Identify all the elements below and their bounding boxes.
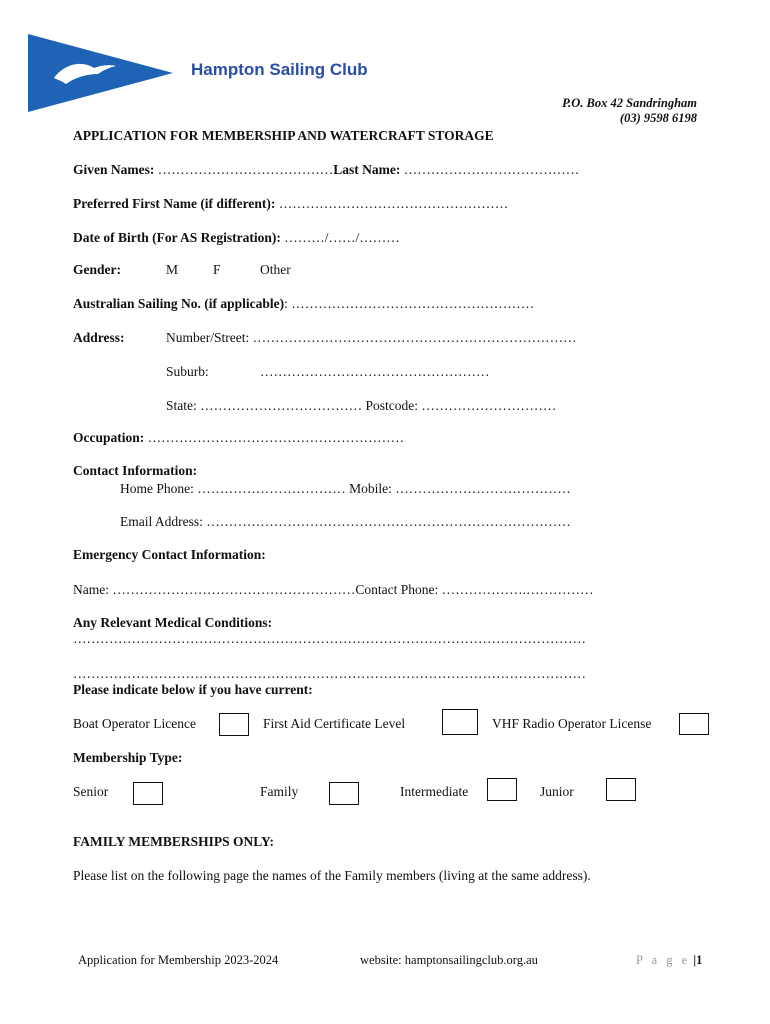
street-row [166,330,577,346]
address-line-2: (03) 9598 6198 [619,111,697,125]
email-label: Email Address: [120,514,203,529]
first-aid-checkbox[interactable] [442,709,478,735]
suburb-field[interactable]: …………………………………………… [260,364,490,379]
gender-option-f[interactable]: F [213,262,221,277]
address-line-1: P.O. Box 42 Sandringham [562,96,697,110]
junior-checkbox[interactable] [606,778,636,801]
occupation-field[interactable]: ………………………………………………… [147,430,405,445]
state-postcode-row [166,398,556,414]
dob-field[interactable]: ………/……/……… [284,230,400,245]
street-label: Number/Street: [166,330,250,345]
emergency-phone-label: Contact Phone: [355,582,439,597]
current-heading: Please indicate below if you have current: [73,682,313,697]
vhf-label: VHF Radio Operator License [492,716,652,731]
occupation-row [73,430,404,446]
dob-label: Date of Birth (For AS Registration): [73,230,281,245]
footer-page [636,953,702,968]
emergency-heading: Emergency Contact Information: [73,547,266,562]
footer-left: Application for Membership 2023-2024 [78,953,279,967]
sailing-number-field[interactable]: : ……………………………………………… [284,296,535,311]
page-separator: | [693,953,697,967]
street-field[interactable]: ……………………………………………………………… [252,330,577,345]
occupation-label: Occupation: [73,430,145,445]
given-names-label: Given Names: [73,162,155,177]
first-aid-label: First Aid Certificate Level [263,716,406,731]
page-number: 1 [696,953,703,967]
mobile-field[interactable]: ………………………………… [395,481,571,496]
medical-heading: Any Relevant Medical Conditions: [73,615,273,630]
suburb-label: Suburb: [166,364,209,379]
medical-line-1[interactable]: …………………………………………………………………………………………………… [73,631,586,646]
postcode-field[interactable]: ………………………… [421,398,557,413]
intermediate-checkbox[interactable] [487,778,517,801]
senior-checkbox[interactable] [133,782,163,805]
emergency-name-field[interactable]: ……………………………………………… [112,582,356,597]
preferred-name-row [73,196,508,212]
family-checkbox[interactable] [329,782,359,805]
club-address [562,96,697,126]
boat-licence-checkbox[interactable] [219,713,249,736]
intermediate-label: Intermediate [400,784,469,799]
senior-label: Senior [73,784,109,799]
preferred-name-field[interactable]: …………………………………………… [278,196,509,211]
family-note: Please list on the following page the names of the Family members (living at the same address). [73,868,591,883]
state-field[interactable]: ……………………………… [200,398,363,413]
page-label: P a g e [636,953,691,967]
family-only-heading: FAMILY MEMBERSHIPS ONLY: [73,834,275,849]
membership-type-heading: Membership Type: [73,750,183,765]
last-name-label: Last Name: [333,162,401,177]
medical-line-2[interactable]: …………………………………………………………………………………………………… [73,666,586,681]
footer-website: website: hamptonsailingclub.org.au [360,953,538,967]
club-logo [28,34,173,116]
state-label: State: [166,398,197,413]
junior-label: Junior [540,784,574,799]
gender-option-m[interactable]: M [166,262,179,277]
vhf-checkbox[interactable] [679,713,709,735]
family-label: Family [260,784,299,799]
home-phone-field[interactable]: …………………………… [197,481,346,496]
emergency-row [73,582,594,598]
burgee-flag-icon [28,34,173,112]
gender-option-other[interactable]: Other [260,262,291,277]
contact-info-heading: Contact Information: [73,463,198,478]
home-phone-label: Home Phone: [120,481,194,496]
given-names-row [73,162,579,178]
gender-label: Gender: [73,262,121,277]
emergency-name-label: Name: [73,582,109,597]
dob-row [73,230,400,246]
phone-row [120,481,571,497]
club-name: Hampton Sailing Club [191,60,368,79]
email-row [120,514,571,530]
mobile-label: Mobile: [349,481,392,496]
postcode-label: Postcode: [365,398,418,413]
given-names-field[interactable]: ………………………………… [157,162,334,177]
preferred-name-label: Preferred First Name (if different): [73,196,276,211]
email-field[interactable]: ……………………………………………………………………… [206,514,571,529]
form-title: APPLICATION FOR MEMBERSHIP AND WATERCRAFT STORAGE [73,128,494,143]
boat-licence-label: Boat Operator Licence [73,716,196,731]
sailing-number-label: Australian Sailing No. (if applicable) [73,296,285,311]
address-label: Address: [73,330,125,345]
emergency-phone-field[interactable]: ……………….…………… [441,582,594,597]
last-name-field[interactable]: ………………………………… [403,162,580,177]
sailing-number-row [73,296,534,312]
